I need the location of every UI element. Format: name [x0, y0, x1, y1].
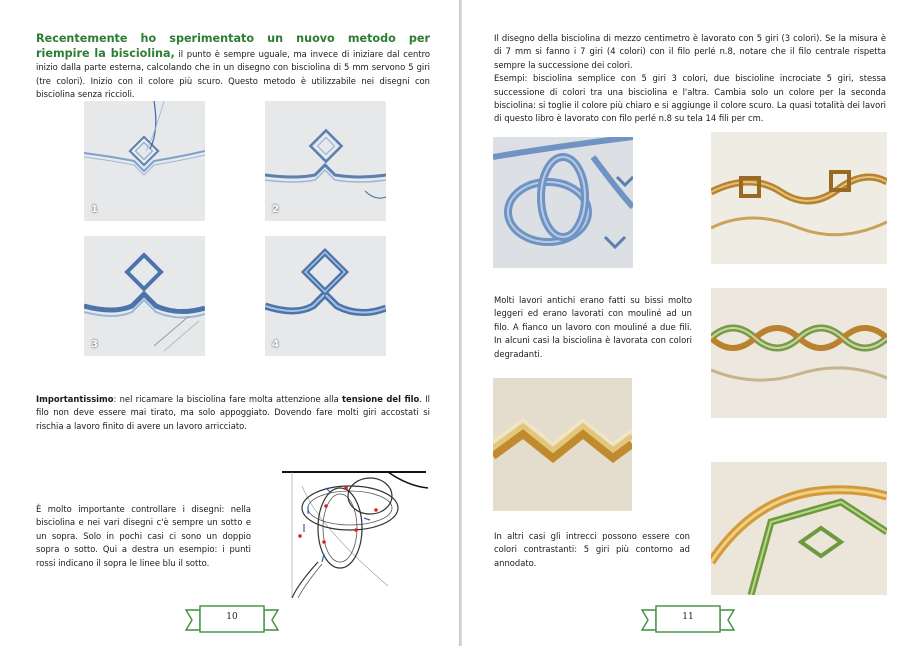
photo-gold-zigzag	[493, 378, 632, 511]
important-text-a: : nel ricamare la bisciolina fare molta attenzione alla	[113, 394, 343, 404]
step-photo-1	[84, 101, 205, 221]
left-page	[0, 0, 459, 646]
important-text-b: . Il filo non deve essere mai tirato, ma solo appoggiato. Dovendo fare molti giri accostati si rischia a lavoro finito di avere un lavoro arricciato.	[36, 394, 431, 431]
design-paragraph: È molto importante controllare i disegni: nella bisciolina e nei vari disegni c'è sempre un sotto e un sopra. Solo in pochi casi ci sono un doppio sopra o sotto. Qui a destra un esempio: i punti rossi indicano il sopra le linee blu il sotto.	[36, 504, 251, 568]
page-number: 11	[682, 612, 694, 622]
right-page	[462, 0, 923, 646]
step-number: 2	[272, 204, 279, 215]
photo-blue-knot	[493, 137, 633, 268]
step-photo-3	[84, 236, 205, 356]
step-number: 4	[272, 339, 279, 350]
step-photo-4	[265, 236, 386, 356]
paragraph-2: Esempi: bisciolina semplice con 5 giri 3 colori, due biscioline incrociate 5 giri, stessa successione di colori tra una bisciolina e l'altra. Cambia solo un colore per la seconda bisciolina: si toglie il colore più chiaro e si aggiunge il colore scuro. La quasi totalità dei lavori di questo libro è lavorato con filo perlé n.8 su tela 14 fili per cm.	[494, 73, 886, 124]
page-number-ribbon	[640, 604, 736, 636]
step-photo-2	[265, 101, 386, 221]
intro-text: il punto è sempre uguale, ma invece di iniziare dal centro inizio dalla parte esterna, calcolando che in un disegno con bisciolina di 5 mm servono 5 giri (tre colori). Inizio con il colore più scuro. Questo metodo è utilizzabile nei disegni con bisciolina senza riccioli.	[36, 48, 430, 99]
photo-green-border	[711, 288, 887, 418]
paragraph-4: In altri casi gli intrecci possono essere con colori contrastanti: 5 giri più contorno ad annodato.	[494, 531, 690, 568]
important-label: Importantissimo	[36, 394, 114, 404]
paragraph-1: Il disegno della bisciolina di mezzo centimetro è lavorato con 5 giri (3 colori). Se la misura è di 7 mm si fanno i 7 giri (4 colori) con il filo perlé n.8, notare che il filo centrale rispetta sempre la successione dei colori.	[494, 33, 886, 70]
step-number: 3	[91, 339, 98, 350]
page-number-ribbon	[184, 604, 280, 636]
paragraph-3: Molti lavori antichi erano fatti su bissi molto leggeri ed erano lavorati con mouliné ad un filo. A fianco un lavoro con mouliné a due fili. In alcuni casi la bisciolina è lavorata con colori degradanti.	[494, 295, 692, 359]
section-heading: Recentemente ho sperimentato un nuovo metodo per riempire la bisciolina,	[36, 32, 430, 60]
important-bold: tensione del filo	[342, 394, 420, 404]
page-number: 10	[226, 612, 238, 622]
intro-paragraph-right	[494, 32, 886, 126]
step-number: 1	[91, 204, 98, 215]
photo-gold-border	[711, 132, 887, 264]
knot-diagram	[278, 466, 430, 598]
intro-paragraph	[36, 32, 430, 101]
important-paragraph	[36, 393, 430, 433]
photo-contrast-border	[711, 462, 887, 595]
